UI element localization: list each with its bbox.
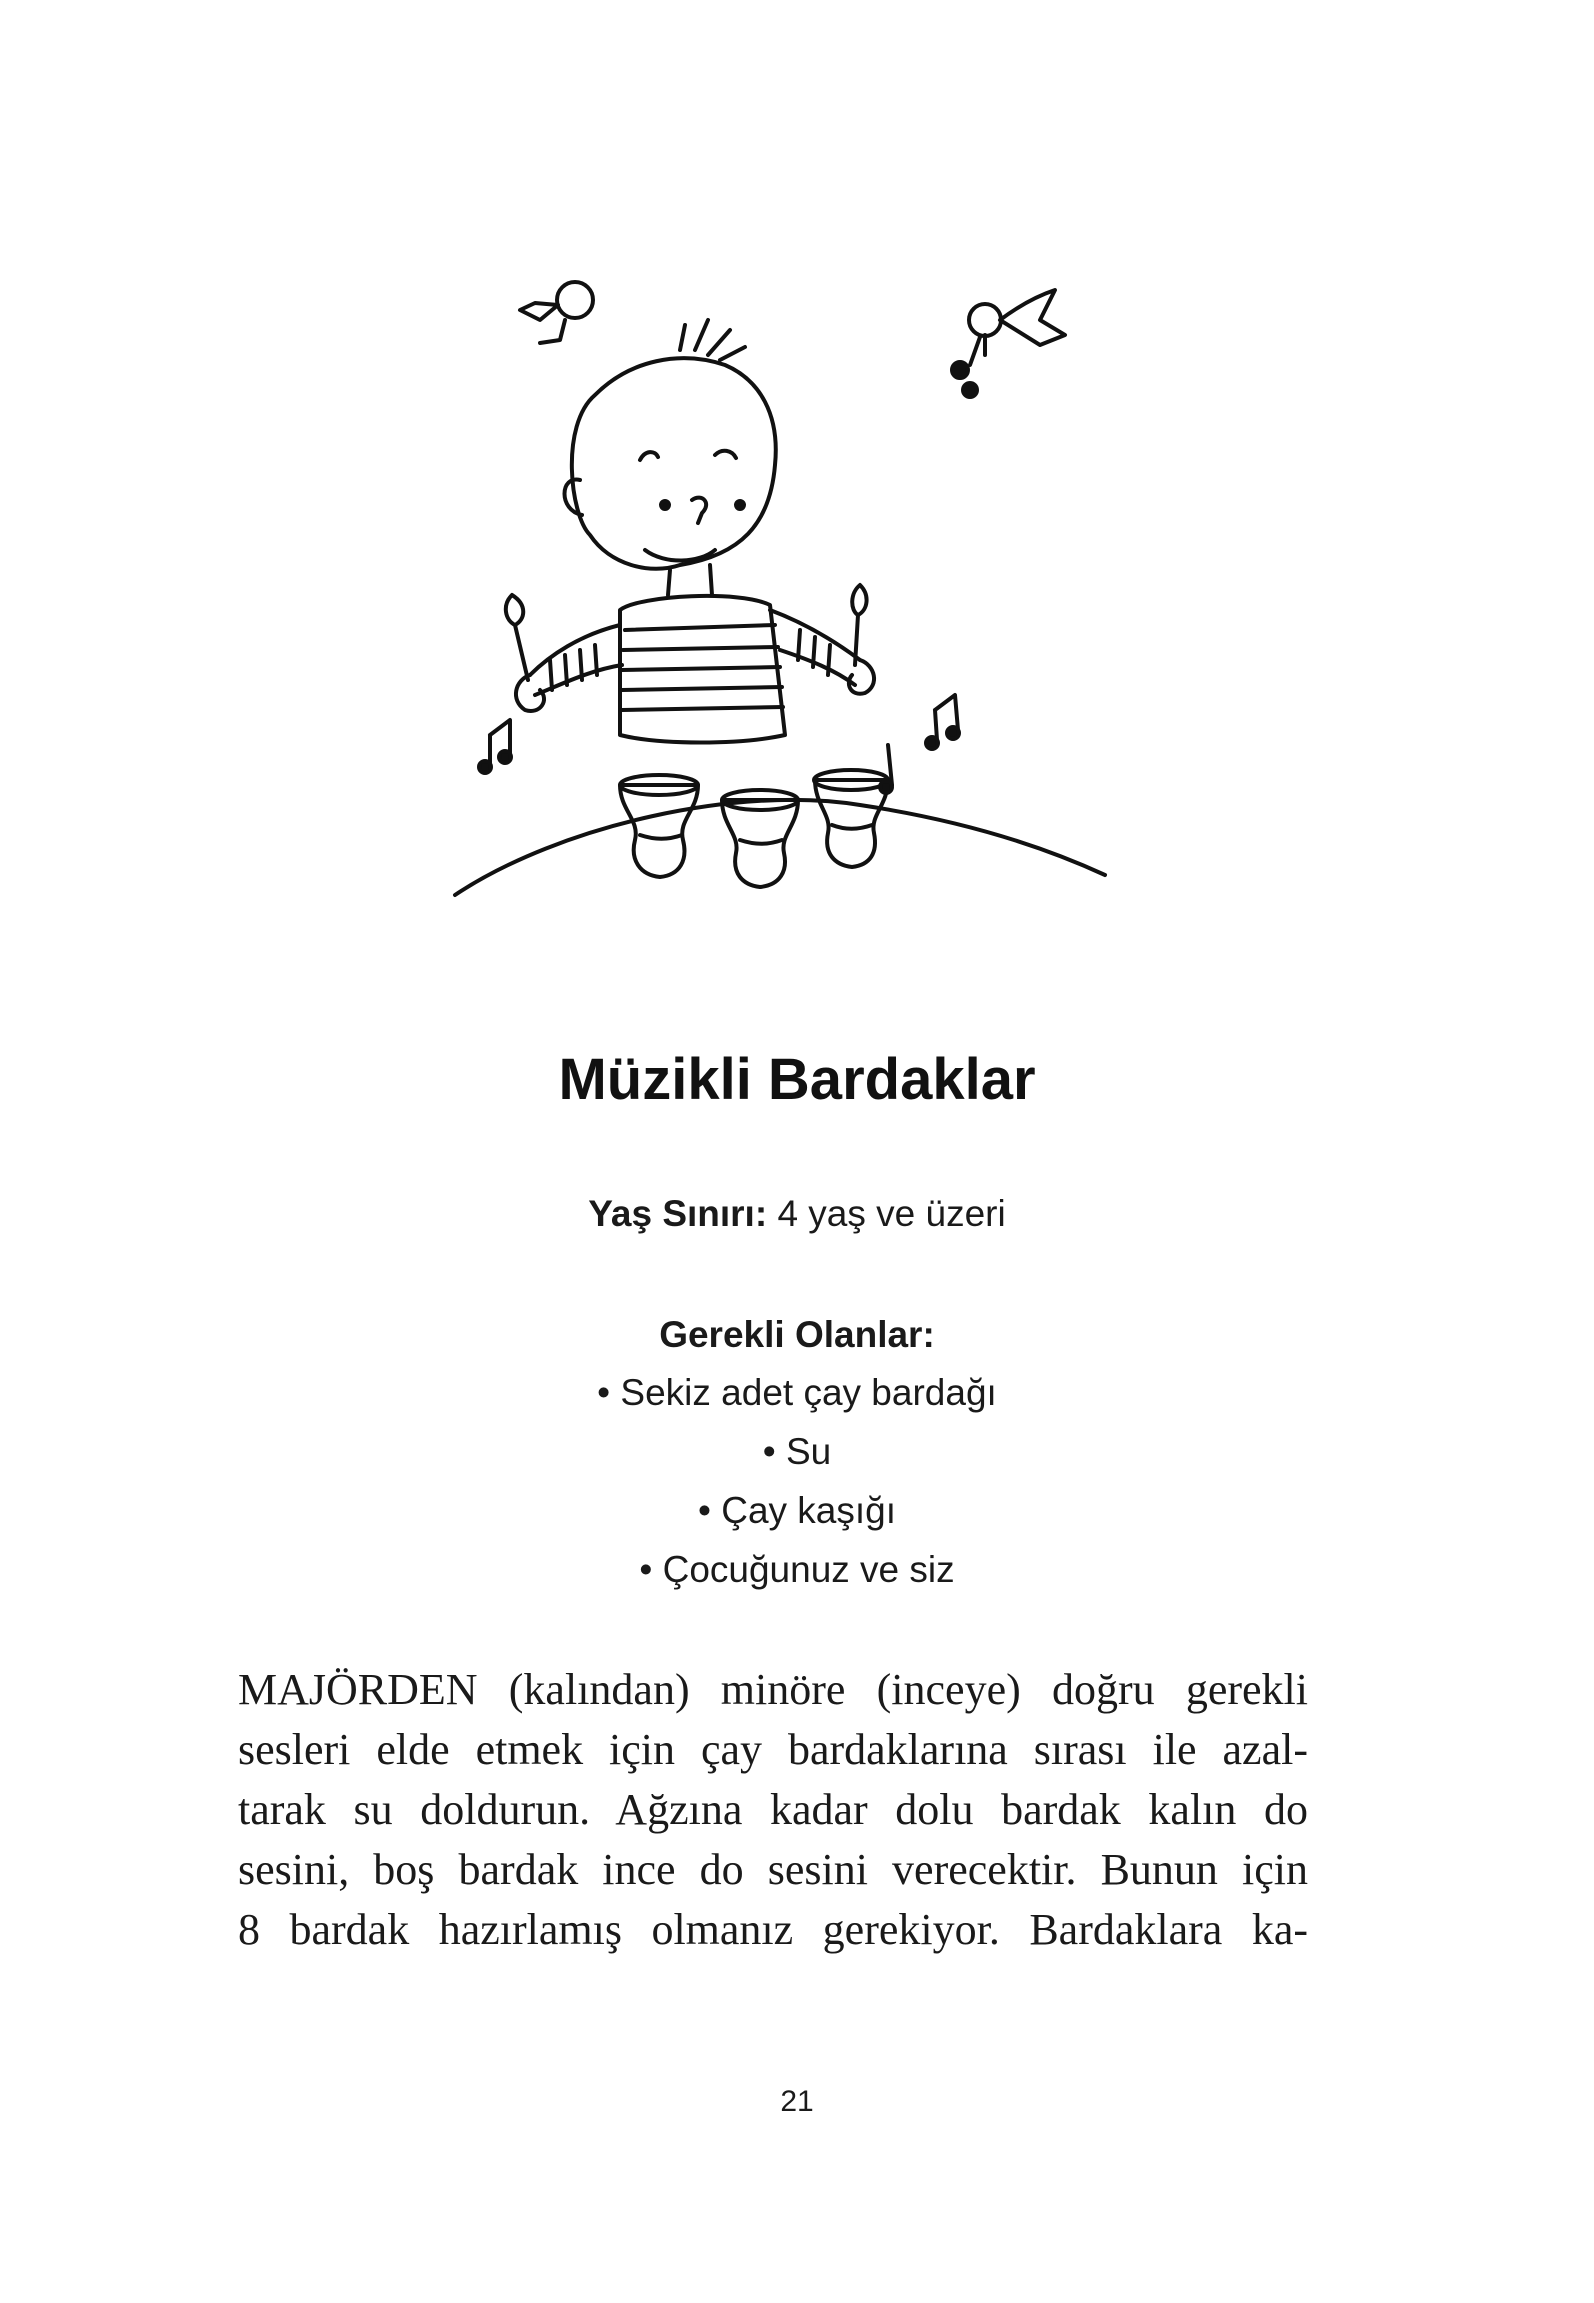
age-limit-value: 4 yaş ve üzeri <box>767 1193 1006 1234</box>
body-line: 8 bardak hazırlamış olmanız gerekiyor. Bardaklara ka- <box>238 1905 1308 1954</box>
age-limit <box>0 1190 1594 1238</box>
body-paragraph <box>238 1660 1308 1960</box>
requirements-heading: Gerekli Olanlar: <box>659 1314 935 1355</box>
list-item: • Su <box>762 1431 832 1472</box>
list-item: • Sekiz adet çay bardağı <box>597 1372 997 1413</box>
list-item: • Çay kaşığı <box>697 1490 897 1531</box>
body-line: sesini, boş bardak ince do sesini verecektir. Bunun için <box>238 1845 1308 1894</box>
requirements-list <box>0 1363 1594 1599</box>
body-line: tarak su doldurun. Ağzına kadar dolu bardak kalın do <box>238 1785 1308 1834</box>
child-with-tea-glasses-illustration <box>440 265 1140 915</box>
body-line: MAJÖRDEN (kalından) minöre (inceye) doğru gerekli <box>238 1665 1308 1714</box>
page-title: Müzikli Bardaklar <box>558 1047 1036 1112</box>
requirements-section <box>0 1307 1594 1599</box>
body-line: sesleri elde etmek için çay bardaklarına sırası ile azal- <box>238 1725 1308 1774</box>
age-limit-label: Yaş Sınırı: <box>588 1193 768 1234</box>
page-number: 21 <box>780 2085 814 2118</box>
list-item: • Çocuğunuz ve siz <box>639 1549 955 1590</box>
